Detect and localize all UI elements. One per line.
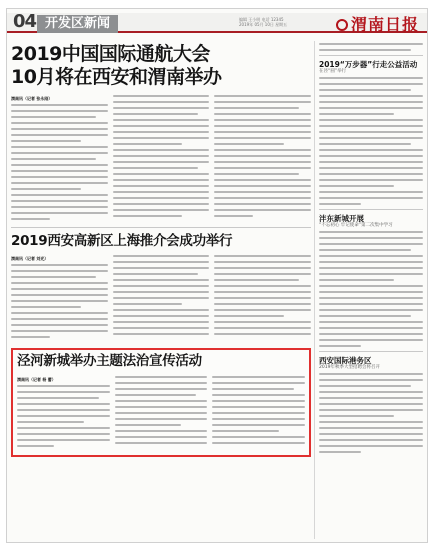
header-meta xyxy=(239,17,287,27)
article-shanghai xyxy=(11,233,311,342)
side-article-port-subtitle: 2019年秋季大型招聘会将召开 xyxy=(319,365,380,370)
text-lines xyxy=(319,43,423,51)
text-lines xyxy=(214,255,311,335)
article-shanghai-col xyxy=(214,253,311,342)
article-legal-col xyxy=(212,374,305,451)
side-article-fengdong-subtitle: “不忘初心 牢记使命”第二次集中学习 xyxy=(319,223,393,228)
side-article-walk-subtitle: 在泾“圆”举行 xyxy=(319,69,347,74)
article-aviation-col xyxy=(11,93,108,224)
article-aviation-col xyxy=(214,93,311,224)
side-article-port-title: 西安国际港务区 xyxy=(319,356,372,365)
newspaper-logo xyxy=(336,12,419,35)
side-column xyxy=(319,43,423,457)
section-title: 开发区新闻 xyxy=(37,15,118,33)
article-shanghai-title: 2019西安高新区上海推介会成功举行 xyxy=(11,233,233,249)
article-legal-byline: 渭南讯（记者 杨 蕾） xyxy=(17,377,56,382)
divider xyxy=(319,55,423,56)
article-legal-col xyxy=(17,374,110,451)
article-legal-col xyxy=(115,374,208,451)
text-lines xyxy=(113,255,210,335)
article-shanghai-col xyxy=(113,253,210,342)
text-lines xyxy=(319,373,423,453)
side-article-walk xyxy=(319,43,423,205)
page-header xyxy=(7,9,427,37)
text-lines xyxy=(319,77,423,205)
article-aviation-byline: 渭南讯（记者 张永刚） xyxy=(11,96,53,101)
article-shanghai-byline: 渭南讯（记者 刘光） xyxy=(11,256,49,261)
main-column xyxy=(11,43,311,457)
newspaper-page xyxy=(6,8,428,543)
article-shanghai-body xyxy=(11,253,311,342)
side-article-port xyxy=(319,356,423,453)
article-shanghai-lead xyxy=(11,256,108,262)
logo-icon xyxy=(336,19,348,31)
text-lines xyxy=(17,385,110,447)
article-aviation xyxy=(11,43,311,224)
article-legal-highlight xyxy=(11,348,311,457)
header-meta-line1: 编辑 王小明 电话 12345 xyxy=(239,17,284,22)
text-lines xyxy=(113,95,210,217)
article-shanghai-col xyxy=(11,253,108,342)
text-lines xyxy=(212,376,305,444)
page-number: 04 xyxy=(13,11,37,32)
side-article-walk-title: 2019“万步器”行走公益活动 xyxy=(319,60,418,69)
divider xyxy=(319,209,423,210)
header-meta-line2: 2019年 05月 10日 星期五 xyxy=(239,22,288,27)
text-lines xyxy=(115,376,208,444)
article-aviation-title-2: 10月将在西安和渭南举办 xyxy=(11,66,222,88)
logo-text: 渭南日报 xyxy=(350,15,419,34)
side-article-fengdong xyxy=(319,214,423,347)
text-lines xyxy=(214,95,311,217)
article-legal-body xyxy=(17,374,305,451)
article-aviation-title-1: 2019中国国际通航大会 xyxy=(11,43,210,65)
text-lines xyxy=(11,264,108,338)
divider xyxy=(11,227,311,228)
article-aviation-col xyxy=(113,93,210,224)
side-article-fengdong-title: 沣东新城开展 xyxy=(319,214,364,223)
text-lines xyxy=(319,231,423,347)
article-aviation-body xyxy=(11,93,311,224)
column-divider xyxy=(314,41,315,539)
article-aviation-lead xyxy=(11,96,108,102)
divider xyxy=(319,351,423,352)
article-legal-title: 泾河新城举办主题法治宣传活动 xyxy=(17,353,202,369)
text-lines xyxy=(11,104,108,220)
article-legal-lead xyxy=(17,377,110,383)
